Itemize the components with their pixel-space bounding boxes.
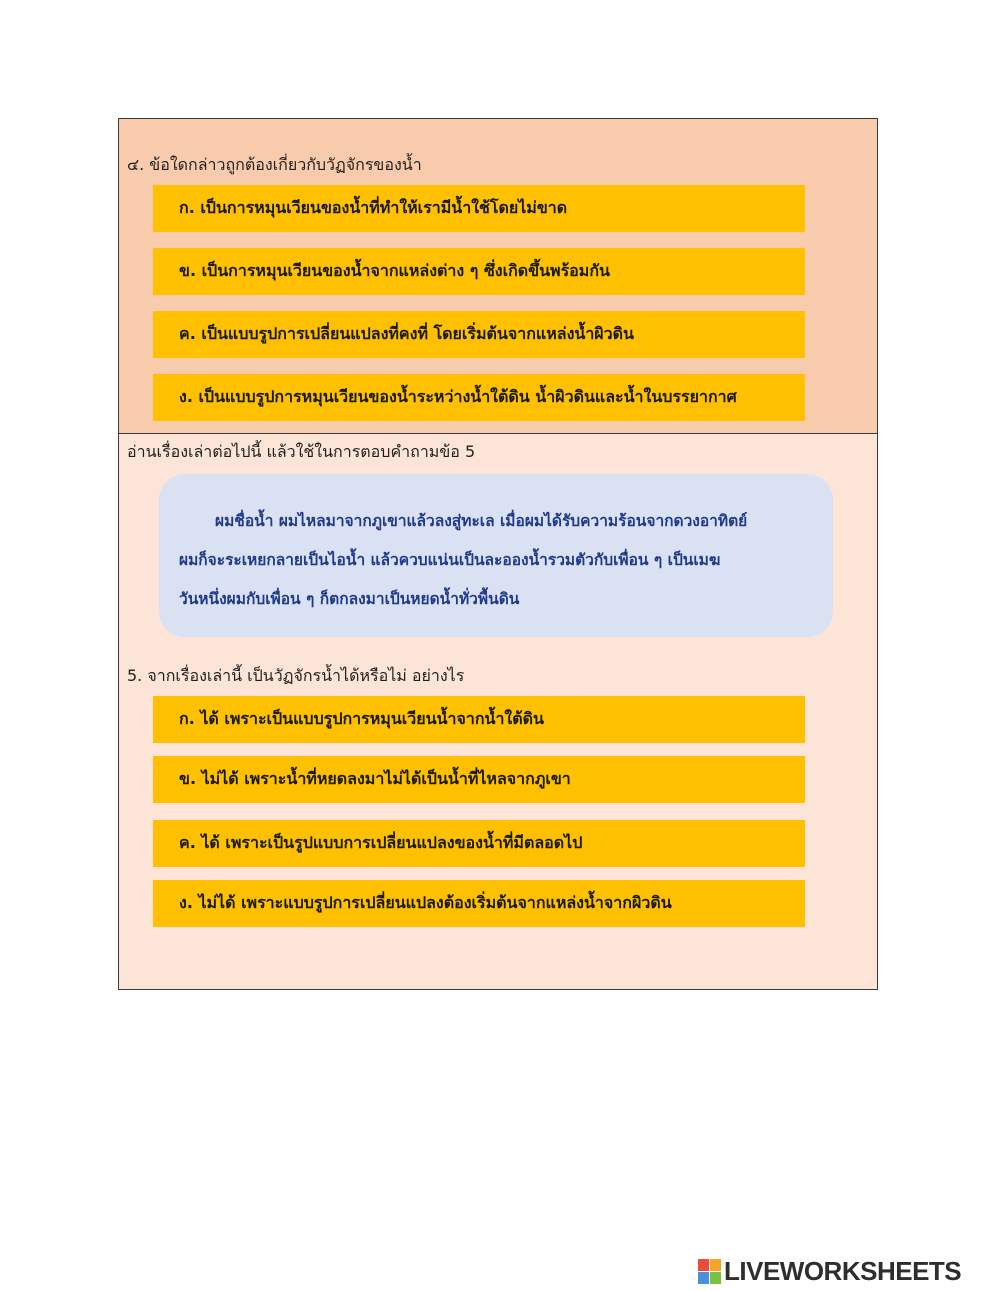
q4-option-c[interactable]: ค. เป็นแบบรูปการเปลี่ยนแปลงที่คงที่ โดยเริ่มต้นจากแหล่งน้ำผิวดิน [153,311,805,358]
story-line-2: ผมก็จะระเหยกลายเป็นไอน้ำ แล้วควบแน่นเป็นละอองน้ำรวมตัวกับเพื่อน ๆ เป็นเมฆ [179,551,721,569]
q4-option-b[interactable]: ข. เป็นการหมุนเวียนของน้ำจากแหล่งต่าง ๆ ซึ่งเกิดขึ้นพร้อมกัน [153,248,805,295]
q5-option-a[interactable]: ก. ได้ เพราะเป็นแบบรูปการหมุนเวียนน้ำจากน้ำใต้ดิน [153,696,805,743]
question-5-text: 5. จากเรื่องเล่านี้ เป็นวัฏจักรน้ำได้หรือไม่ อย่างไร [127,666,465,685]
passage-instruction: อ่านเรื่องเล่าต่อไปนี้ แล้วใช้ในการตอบคำถามข้อ 5 [127,442,476,461]
q4-option-d[interactable]: ง. เป็นแบบรูปการหมุนเวียนของน้ำระหว่างน้ำใต้ดิน น้ำผิวดินและน้ำในบรรยากาศ [153,374,805,421]
liveworksheets-brand [698,1255,962,1286]
story-passage-box [159,474,833,637]
question-4-text: ๔. ข้อใดกล่าวถูกต้องเกี่ยวกับวัฏจักรของน้ำ [127,155,422,174]
q5-option-c[interactable]: ค. ได้ เพราะเป็นรูปแบบการเปลี่ยนแปลงของน้ำที่มีตลอดไป [153,820,805,867]
question-4-panel [118,118,878,434]
story-line-3: วันหนึ่งผมกับเพื่อน ๆ ก็ตกลงมาเป็นหยดน้ำทั่วพื้นดิน [179,590,520,608]
q5-option-d[interactable]: ง. ไม่ได้ เพราะแบบรูปการเปลี่ยนแปลงต้องเริ่มต้นจากแหล่งน้ำจากผิวดิน [153,880,805,927]
story-line-1: ผมชื่อน้ำ ผมไหลมาจากภูเขาแล้วลงสู่ทะเล เมื่อผมได้รับความร้อนจากดวงอาทิตย์ [215,512,748,530]
q5-option-b[interactable]: ข. ไม่ได้ เพราะน้ำที่หยดลงมาไม่ได้เป็นน้ำที่ไหลจากภูเขา [153,756,805,803]
q4-option-a[interactable]: ก. เป็นการหมุนเวียนของน้ำที่ทำให้เรามีน้ำใช้โดยไม่ขาด [153,185,805,232]
brand-name: LIVEWORKSHEETS [724,1255,962,1286]
question-5-panel [118,434,878,990]
liveworksheets-logo-icon [698,1259,721,1284]
